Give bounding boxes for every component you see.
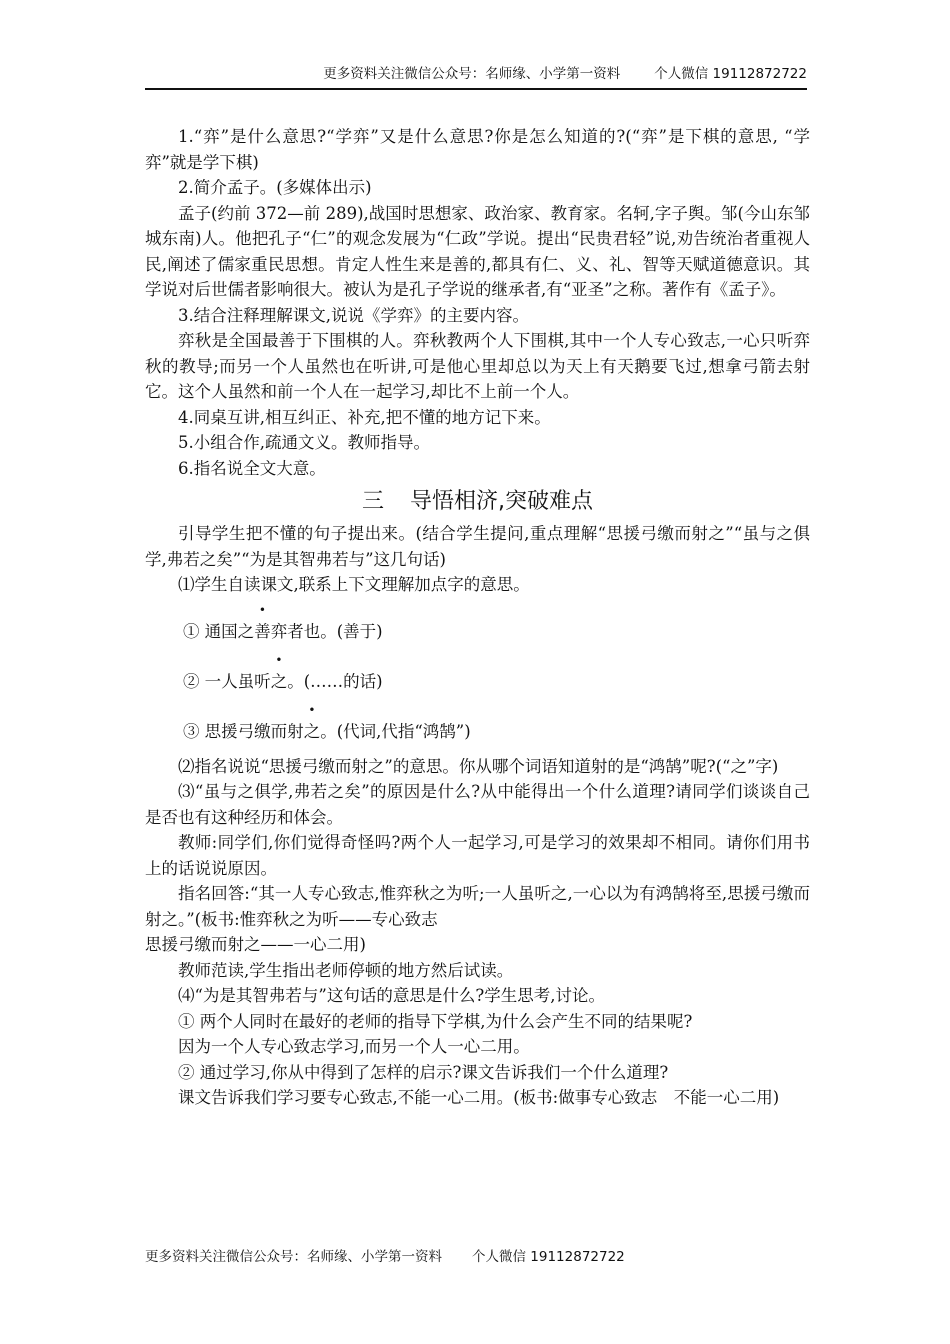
emphasis-dotted-char: 之 [270,671,288,691]
step-6-paragraph: 6.指名说全文大意。 [178,458,326,478]
page-header [145,64,807,90]
question-4-paragraph: ⑷“为是其智弗若与”这句话的意思是什么?学生思考,讨论。 [178,986,605,1005]
guide-paragraph: 引导学生把不懂的句子提出来。(结合学生提问,重点理解“思援弓缴而射之”“虽与之俱学,弗若之矣”“为是其智弗若与”这几句话) [145,524,810,569]
sub-question-1-paragraph: ① 两个人同时在最好的老师的指导下学棋,为什么会产生不同的结果呢? [178,1011,693,1031]
board-note-line: 思援弓缴而射之——一心二用) [145,935,366,954]
emphasis-dotted-char: 善 [254,621,271,641]
header-promo-text: 更多资料关注微信公众号：名师缘、小学第一资料 [323,66,621,82]
item-text-after: 弈者也。(善于) [270,621,383,641]
section-heading [145,487,810,517]
step-5-paragraph: 5.小组合作,疏通文义。教师指导。 [178,433,430,452]
item-text-after: 。(代词,代指“鸿鹄”) [320,721,471,741]
dotted-word-item-2 [145,648,810,698]
footer-promo-text: 更多资料关注微信公众号：名师缘、小学第一资料 [145,1249,442,1265]
sub-question-2-paragraph: ② 通过学习,你从中得到了怎样的启示?课文告诉我们一个什么道理? [178,1062,669,1082]
item-text-after: 。(……的话) [287,671,383,691]
mencius-intro-paragraph: 孟子(约前 372—前 289),战国时思想家、政治家、教育家。名轲,字子舆。邹(今山东邹城东南)人。他把孔子“仁”的观念发展为“仁政”学说。提出“民贵君轻”说,劝告统治者重视人民,阐述了儒家重民思想。肯定人性生来是善的,都具有仁、义、礼、智等天赋道德意识。其学说对后世儒者影响很大。被认为是孔子学说的继承者,有“亚圣”之称。著作有《孟子》。 [145,203,810,299]
teacher-remark-paragraph: 教师:同学们,你们觉得奇怪吗?两个人一起学习,可是学习的效果却不相同。请你们用书上的话说说原因。 [145,833,810,878]
page-footer [145,1247,625,1267]
conclusion-paragraph: 课文告诉我们学习要专心致志,不能一心二用。(板书:做事专心致志 不能一心二用) [178,1088,780,1107]
sub-answer-1-paragraph: 因为一个人专心致志学习,而另一个人一心二用。 [178,1037,530,1056]
main-content-paragraph: 弈秋是全国最善于下围棋的人。弈秋教两个人下围棋,其中一个人专心致志,一心只听弈秋的教导;而另一个人虽然也在听讲,可是他心里却总以为天上有天鹅要飞过,想拿弓箭去射它。这个人虽然和前一个人在一起学习,却比不上前一个人。 [145,331,810,401]
item-text-before: ② 一人虽听 [182,671,271,691]
section-title: 导悟相济,突破难点 [410,489,593,514]
question-2-detail-paragraph: ⑵指名说说“思援弓缴而射之”的意思。你从哪个词语知道射的是“鸿鹄”呢?(“之”字) [178,756,779,776]
section-number: 三 [361,489,384,514]
dotted-word-item-1 [145,598,810,648]
header-wechat-id: 个人微信 19112872722 [654,66,807,82]
question-2-paragraph: 2.简介孟子。(多媒体出示) [178,178,372,197]
question-1-paragraph: 1.“弈”是什么意思?“学弈”又是什么意思?你是怎么知道的?(“弈”是下棋的意思, “学弈”就是学下棋) [145,127,810,172]
dotted-word-item-3 [145,698,810,748]
item-text-before: ③ 思援弓缴而射 [182,721,304,741]
footer-wechat-id: 个人微信 19112872722 [472,1249,625,1265]
question-3-detail-paragraph: ⑶“虽与之俱学,弗若之矣”的原因是什么?从中能得出一个什么道理?请同学们谈谈自己是否也有这种经历和体会。 [145,782,810,827]
emphasis-dotted-char: 之 [303,721,321,741]
self-read-paragraph: ⑴学生自读课文,联系上下文理解加点字的意思。 [178,575,530,594]
student-answer-paragraph: 指名回答:“其一人专心致志,惟弈秋之为听;一人虽听之,一心以为有鸿鹄将至,思援弓缴而射之。”(板书:惟弈秋之为听——专心致志 [145,884,810,929]
item-text-before: ① 通国之 [182,621,255,641]
teacher-reading-paragraph: 教师范读,学生指出老师停顿的地方然后试读。 [178,960,514,980]
question-3-paragraph: 3.结合注释理解课文,说说《学弈》的主要内容。 [178,305,529,325]
step-4-paragraph: 4.同桌互讲,相互纠正、补充,把不懂的地方记下来。 [178,407,551,427]
document-body [145,124,810,1111]
